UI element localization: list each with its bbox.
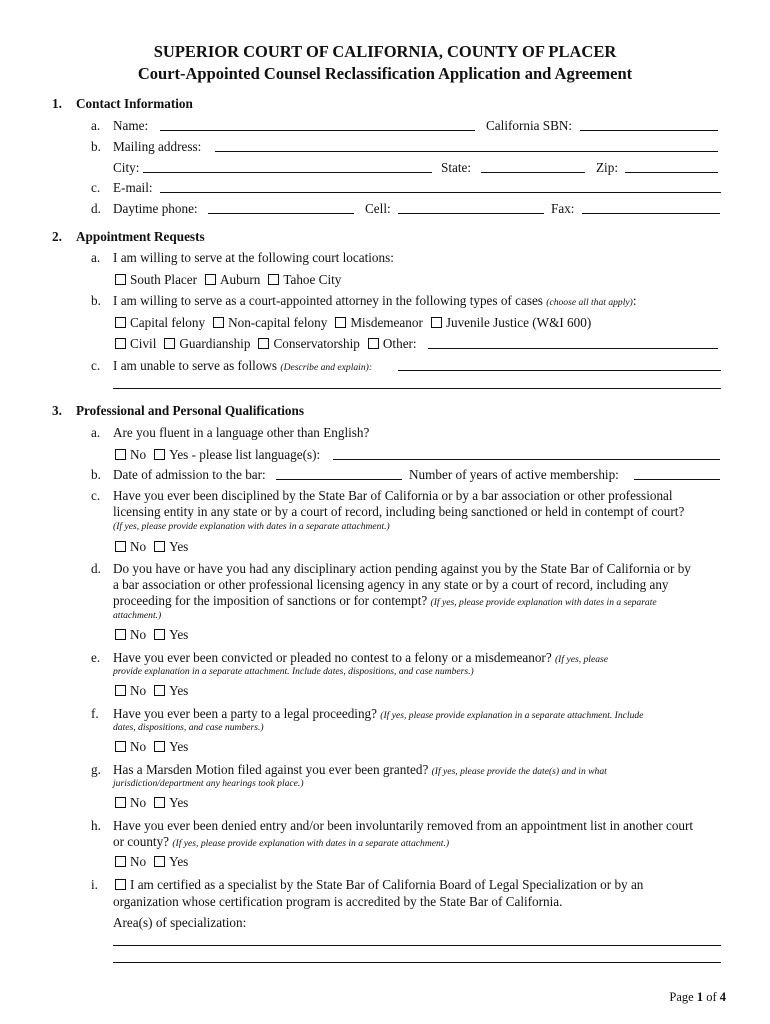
fax-field[interactable] (582, 213, 720, 214)
daytime-phone-field[interactable] (208, 213, 354, 214)
conviction-yes-option[interactable]: Yes (154, 683, 188, 699)
pending-action-line-3: proceeding for the imposition of sanctions or for contempt? (If yes, please provide explanation with dates in a separate (113, 593, 657, 608)
conviction-no-option[interactable]: No (115, 683, 146, 699)
fax-label: Fax: (551, 201, 575, 216)
item-3a-letter: a. (91, 425, 101, 440)
bar-admission-label: Date of admission to the bar: (113, 467, 266, 482)
checkbox[interactable] (164, 338, 175, 349)
case-types-row-1 (115, 315, 599, 331)
daytime-phone-label: Daytime phone: (113, 201, 198, 216)
checkbox[interactable] (154, 797, 165, 808)
denied-yes-option[interactable]: Yes (154, 854, 188, 870)
specialist-line-1: I am certified as a specialist by the State Bar of California Board of Legal Specialization or by an (115, 877, 643, 893)
specialist-checkbox[interactable] (115, 879, 126, 890)
discipline-note: (If yes, please provide explanation with dates in a separate attachment.) (113, 521, 390, 532)
years-active-label: Number of years of active membership: (409, 467, 619, 482)
unable-to-serve-field-2[interactable] (113, 388, 721, 389)
pending-action-line-2: a bar association or other professional licensing agency in any state or by a court of record, including any (113, 577, 669, 592)
item-3d-letter: d. (91, 561, 101, 576)
item-3e-letter: e. (91, 650, 101, 665)
legal-proceeding-question: Have you ever been a party to a legal proceeding? (If yes, please provide explanation in a separate attachment. Include (113, 706, 644, 721)
denied-entry-answers (115, 854, 196, 870)
conservatorship-option[interactable]: Conservatorship (258, 336, 359, 352)
denied-no-option[interactable]: No (115, 854, 146, 870)
proceeding-no-option[interactable]: No (115, 739, 146, 755)
specialization-area-label: Area(s) of specialization: (113, 915, 247, 930)
marsden-question: Has a Marsden Motion filed against you ever been granted? (If yes, please provide the date(s) and in what (113, 762, 607, 777)
case-types-row-2 (115, 336, 419, 352)
state-label: State: (441, 160, 472, 175)
checkbox[interactable] (115, 856, 126, 867)
email-field[interactable] (160, 192, 721, 193)
discipline-no-option[interactable]: No (115, 539, 146, 555)
locations-options (115, 272, 349, 288)
checkbox[interactable] (154, 741, 165, 752)
language-no-option[interactable]: No (115, 447, 146, 463)
mailing-address-field[interactable] (215, 151, 718, 152)
other-option[interactable]: Other: (368, 336, 417, 352)
specialization-field-2[interactable] (113, 962, 721, 963)
section-1-heading: Contact Information (76, 96, 193, 111)
checkbox[interactable] (335, 317, 346, 328)
bar-admission-date-field[interactable] (276, 479, 402, 480)
section-2-heading: Appointment Requests (76, 229, 205, 244)
non-capital-felony-option[interactable]: Non-capital felony (213, 315, 327, 331)
juvenile-justice-option[interactable]: Juvenile Justice (W&I 600) (431, 315, 591, 331)
denied-entry-line-2: or county? (If yes, please provide explanation with dates in a separate attachment.) (113, 834, 450, 849)
marsden-note: jurisdiction/department any hearings took place.) (113, 778, 304, 789)
sbn-label: California SBN: (486, 118, 573, 133)
legal-proceeding-answers (115, 739, 196, 755)
sbn-field[interactable] (580, 130, 718, 131)
cell-label: Cell: (365, 201, 391, 216)
section-3-heading: Professional and Personal Qualifications (76, 403, 304, 418)
checkbox[interactable] (431, 317, 442, 328)
checkbox[interactable] (115, 741, 126, 752)
item-2c-letter: c. (91, 358, 101, 373)
checkbox[interactable] (115, 629, 126, 640)
city-label: City: (113, 160, 140, 175)
capital-felony-option[interactable]: Capital felony (115, 315, 205, 331)
court-title: SUPERIOR COURT OF CALIFORNIA, COUNTY OF PLACER (153, 42, 617, 61)
language-yes-option[interactable]: Yes - please list language(s): (154, 447, 320, 463)
unable-to-serve-field-1[interactable] (398, 370, 721, 371)
zip-field[interactable] (625, 172, 718, 173)
state-field[interactable] (481, 172, 585, 173)
zip-label: Zip: (596, 160, 618, 175)
item-3c-letter: c. (91, 488, 101, 503)
checkbox[interactable] (115, 797, 126, 808)
checkbox[interactable] (205, 274, 216, 285)
item-3i-letter: i. (91, 877, 98, 892)
pending-action-answers (115, 627, 196, 643)
specialist-line-2: organization whose certification program is accredited by the State Bar of California. (113, 894, 563, 909)
item-3b-letter: b. (91, 467, 101, 482)
unable-to-serve-label: I am unable to serve as follows (Describe and explain): (113, 358, 373, 373)
item-2b-letter: b. (91, 293, 101, 308)
conviction-note: provide explanation in a separate attachment. Include dates, dispositions, and case numbers.) (113, 666, 474, 677)
pending-action-line-1: Do you have or have you had any disciplinary action pending against you by the State Bar of California or by (113, 561, 691, 576)
checkbox[interactable] (154, 856, 165, 867)
marsden-yes-option[interactable]: Yes (154, 795, 188, 811)
name-field[interactable] (160, 130, 475, 131)
discipline-answers (115, 539, 196, 555)
legal-proceeding-note: dates, dispositions, and case numbers.) (113, 722, 264, 733)
conviction-question: Have you ever been convicted or pleaded no contest to a felony or a misdemeanor? (If yes, please (113, 650, 608, 665)
discipline-question-line-2: licensing entity in any state or by a court of record, including being sanctioned or held in contempt of court? (113, 504, 685, 519)
section-1-number: 1. (52, 96, 62, 111)
auburn-option[interactable]: Auburn (205, 272, 260, 288)
item-3h-letter: h. (91, 818, 101, 833)
guardianship-option[interactable]: Guardianship (164, 336, 250, 352)
checkbox[interactable] (115, 338, 126, 349)
pending-action-note: attachment.) (113, 610, 162, 621)
email-label: E-mail: (113, 180, 153, 195)
item-2a-letter: a. (91, 250, 101, 265)
page-number: Page 1 of 4 (669, 990, 726, 1004)
section-3-number: 3. (52, 403, 62, 418)
checkbox[interactable] (154, 629, 165, 640)
discipline-yes-option[interactable]: Yes (154, 539, 188, 555)
case-types-question: I am willing to serve as a court-appointed attorney in the following types of cases (choose all that apply): (113, 293, 637, 308)
checkbox[interactable] (154, 449, 165, 460)
specialization-field-1[interactable] (113, 945, 721, 946)
years-active-field[interactable] (634, 479, 720, 480)
checkbox[interactable] (154, 541, 165, 552)
languages-field[interactable] (333, 459, 720, 460)
checkbox[interactable] (115, 449, 126, 460)
conviction-answers (115, 683, 196, 699)
mailing-address-label: Mailing address: (113, 139, 202, 154)
civil-option[interactable]: Civil (115, 336, 156, 352)
discipline-question-line-1: Have you ever been disciplined by the State Bar of California or by a bar association or other professional (113, 488, 673, 503)
checkbox[interactable] (368, 338, 379, 349)
item-1a-letter: a. (91, 118, 101, 133)
marsden-no-option[interactable]: No (115, 795, 146, 811)
city-field[interactable] (143, 172, 432, 173)
language-answers (115, 447, 328, 463)
checkbox[interactable] (115, 685, 126, 696)
checkbox[interactable] (213, 317, 224, 328)
item-1c-letter: c. (91, 180, 101, 195)
language-question: Are you fluent in a language other than English? (113, 425, 370, 440)
locations-question: I am willing to serve at the following court locations: (113, 250, 394, 265)
proceeding-yes-option[interactable]: Yes (154, 739, 188, 755)
misdemeanor-option[interactable]: Misdemeanor (335, 315, 423, 331)
marsden-answers (115, 795, 196, 811)
checkbox[interactable] (115, 541, 126, 552)
form-title: Court-Appointed Counsel Reclassification Application and Agreement (137, 64, 633, 83)
checkbox[interactable] (268, 274, 279, 285)
checkbox[interactable] (115, 317, 126, 328)
checkbox[interactable] (154, 685, 165, 696)
checkbox[interactable] (115, 274, 126, 285)
checkbox[interactable] (258, 338, 269, 349)
cell-field[interactable] (398, 213, 544, 214)
item-3f-letter: f. (91, 706, 99, 721)
pending-yes-option[interactable]: Yes (154, 627, 188, 643)
denied-entry-line-1: Have you ever been denied entry and/or been involuntarily removed from an appointment list in another court (113, 818, 694, 833)
item-1d-letter: d. (91, 201, 101, 216)
tahoe-city-option[interactable]: Tahoe City (268, 272, 341, 288)
pending-no-option[interactable]: No (115, 627, 146, 643)
item-1b-letter: b. (91, 139, 101, 154)
section-2-number: 2. (52, 229, 62, 244)
other-case-type-field[interactable] (428, 348, 718, 349)
south-placer-option[interactable]: South Placer (115, 272, 197, 288)
name-label: Name: (113, 118, 149, 133)
item-3g-letter: g. (91, 762, 101, 777)
